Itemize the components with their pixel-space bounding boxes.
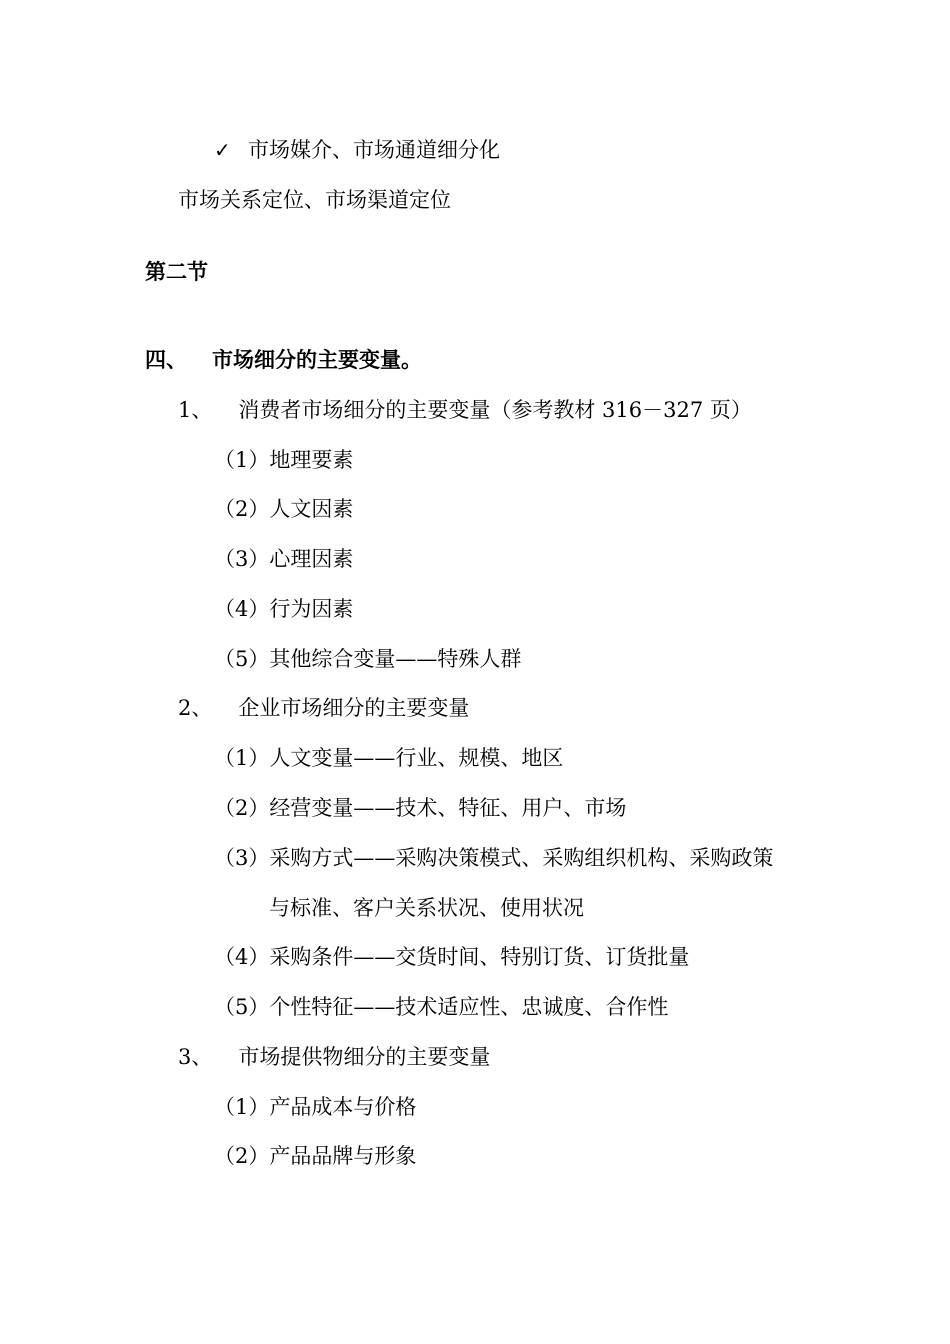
offering-heading (178, 1043, 490, 1071)
enterprise-heading-number: 2、 (178, 696, 213, 720)
list-item: （1）地理要素 (214, 448, 354, 472)
consumer-heading-number: 1、 (178, 398, 213, 422)
list-item: （5）个性特征——技术适应性、忠诚度、合作性 (214, 995, 669, 1019)
list-item-continuation: 与标准、客户关系状况、使用状况 (269, 896, 584, 920)
list-item: （2）人文因素 (214, 497, 354, 521)
list-item: （1）人文变量——行业、规模、地区 (214, 746, 564, 770)
enterprise-heading (178, 694, 469, 722)
main-heading (145, 346, 422, 374)
list-item: （5）其他综合变量——特殊人群 (214, 647, 522, 671)
list-item: （4）行为因素 (214, 597, 354, 621)
bullet-item (214, 136, 500, 164)
list-item: （3）心理因素 (214, 547, 354, 571)
list-item: （3）采购方式——采购决策模式、采购组织机构、采购政策 (214, 846, 774, 870)
consumer-heading (178, 396, 752, 424)
offering-heading-title: 市场提供物细分的主要变量 (238, 1045, 491, 1069)
enterprise-heading-title: 企业市场细分的主要变量 (238, 696, 470, 720)
main-heading-number: 四、 (145, 347, 187, 372)
main-heading-title: 市场细分的主要变量。 (212, 347, 422, 372)
list-item: （4）采购条件——交货时间、特别订货、订货批量 (214, 945, 690, 969)
list-item: （2）产品品牌与形象 (214, 1144, 417, 1168)
bullet-item-text: 市场媒介、市场通道细分化 (248, 138, 500, 162)
checkmark-icon: ✓ (214, 138, 231, 162)
list-item: （2）经营变量——技术、特征、用户、市场 (214, 796, 627, 820)
offering-heading-number: 3、 (178, 1045, 213, 1069)
list-item: （1）产品成本与价格 (214, 1095, 417, 1119)
section-heading: 第二节 (145, 259, 208, 284)
consumer-heading-title: 消费者市场细分的主要变量（参考教材 316－327 页） (238, 398, 752, 422)
positioning-line: 市场关系定位、市场渠道定位 (178, 188, 451, 212)
